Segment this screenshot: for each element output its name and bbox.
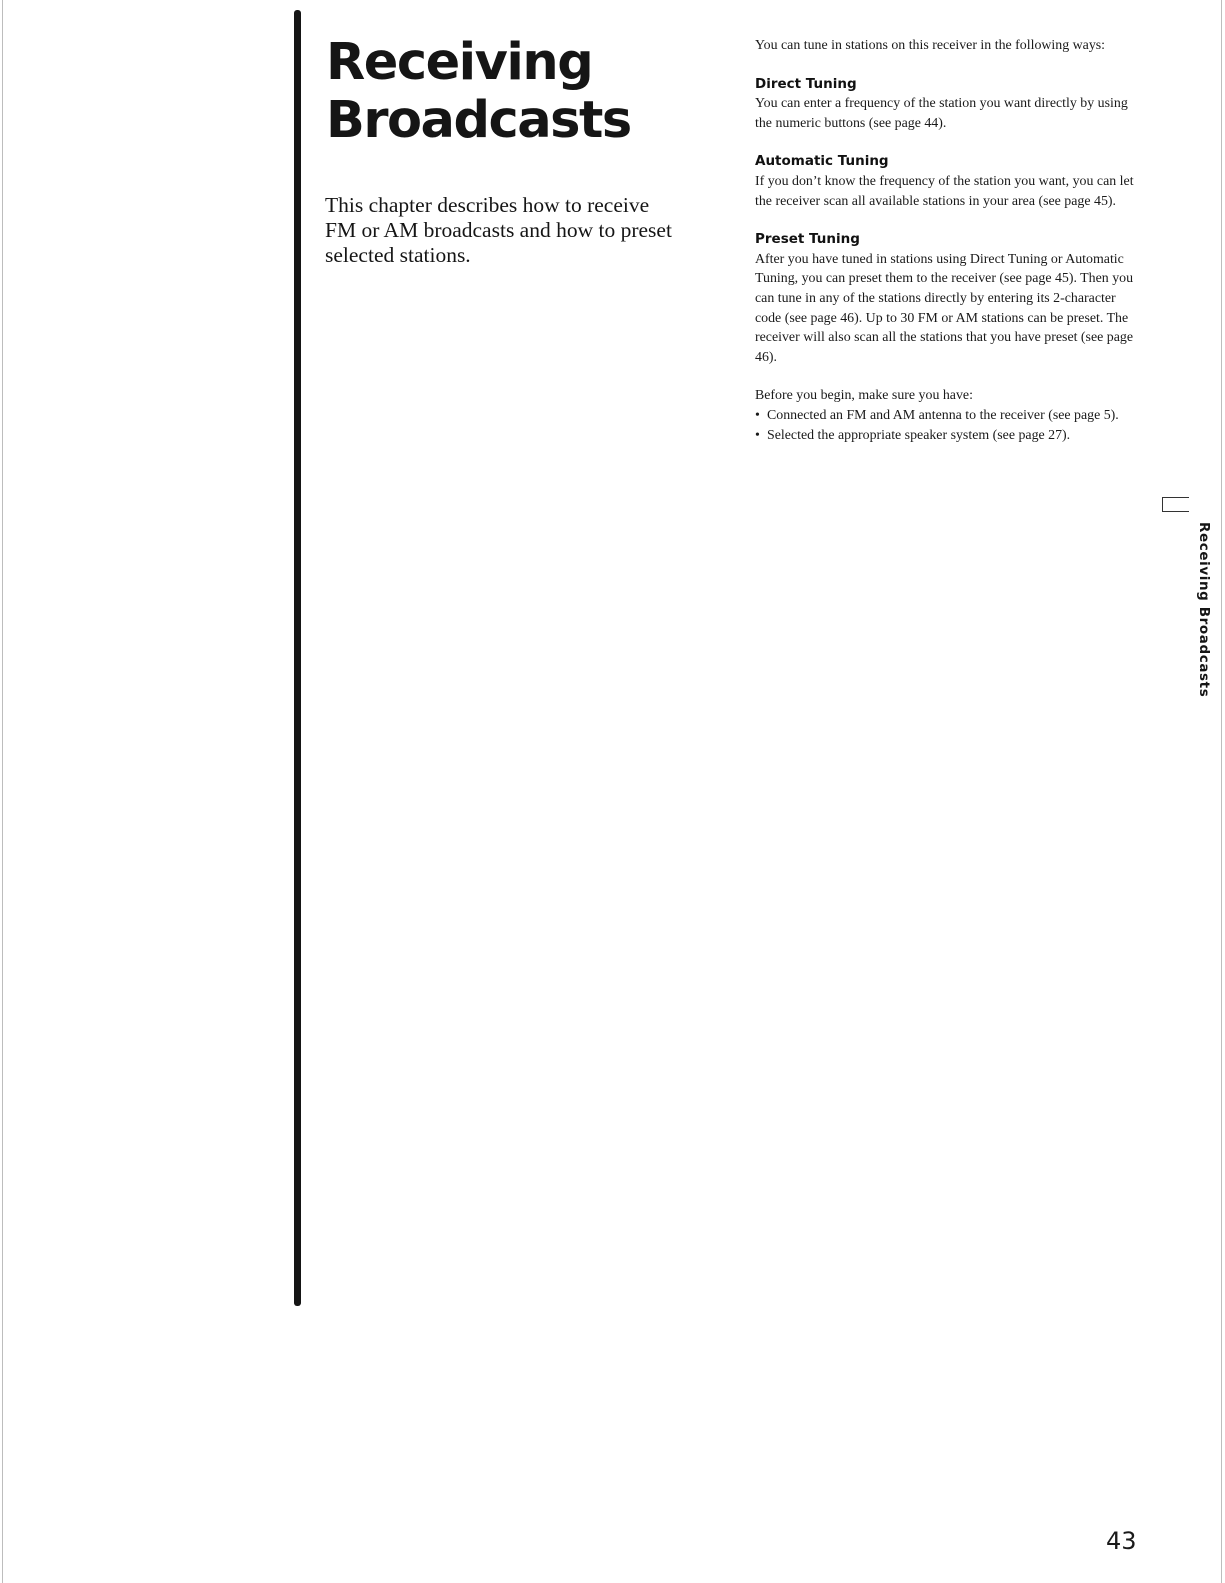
prerequisite-list bbox=[755, 406, 1145, 445]
chapter-title bbox=[326, 34, 631, 150]
section-text: After you have tuned in stations using Direct Tuning or Automatic Tuning, you can preset them to the receiver (see page 45). Then you can tune in any of the stations directly by entering its 2-character code (see page 46). Up to 30 FM or AM stations can be preset. The receiver will also scan all the stations that you have preset (see page 46). bbox=[755, 251, 1134, 365]
section-direct-tuning bbox=[755, 75, 1145, 134]
side-tab-label: Receiving Broadcasts bbox=[1196, 522, 1212, 698]
body-column bbox=[755, 36, 1145, 445]
chapter-title-line-1: Receiving bbox=[326, 33, 593, 92]
section-text: If you don’t know the frequency of the station you want, you can let the receiver scan all available stations in your area (see page 45). bbox=[755, 173, 1134, 209]
list-item: • Selected the appropriate speaker system (see page 27). bbox=[755, 426, 1145, 446]
page-number: 43 bbox=[1106, 1527, 1137, 1555]
chapter-title-line-2: Broadcasts bbox=[326, 91, 631, 150]
list-item: • Connected an FM and AM antenna to the receiver (see page 5). bbox=[755, 406, 1145, 426]
chapter-tab-marker bbox=[1162, 497, 1189, 512]
lead-paragraph: You can tune in stations on this receiver in the following ways: bbox=[755, 38, 1106, 53]
chapter-intro: This chapter describes how to receive FM or AM broadcasts and how to preset selected stations. bbox=[325, 193, 672, 267]
section-heading: Direct Tuning bbox=[755, 75, 857, 92]
section-heading: Preset Tuning bbox=[755, 231, 860, 248]
section-text: You can enter a frequency of the station you want directly by using the numeric buttons (see page 44). bbox=[755, 96, 1128, 131]
section-preset-tuning bbox=[755, 230, 1145, 367]
page-edge-left bbox=[2, 0, 3, 1583]
binding-bar bbox=[294, 10, 301, 1306]
section-automatic-tuning bbox=[755, 152, 1145, 211]
before-you-begin: Before you begin, make sure you have: bbox=[755, 388, 973, 404]
page-edge-right bbox=[1221, 0, 1222, 1583]
section-heading: Automatic Tuning bbox=[755, 153, 889, 170]
